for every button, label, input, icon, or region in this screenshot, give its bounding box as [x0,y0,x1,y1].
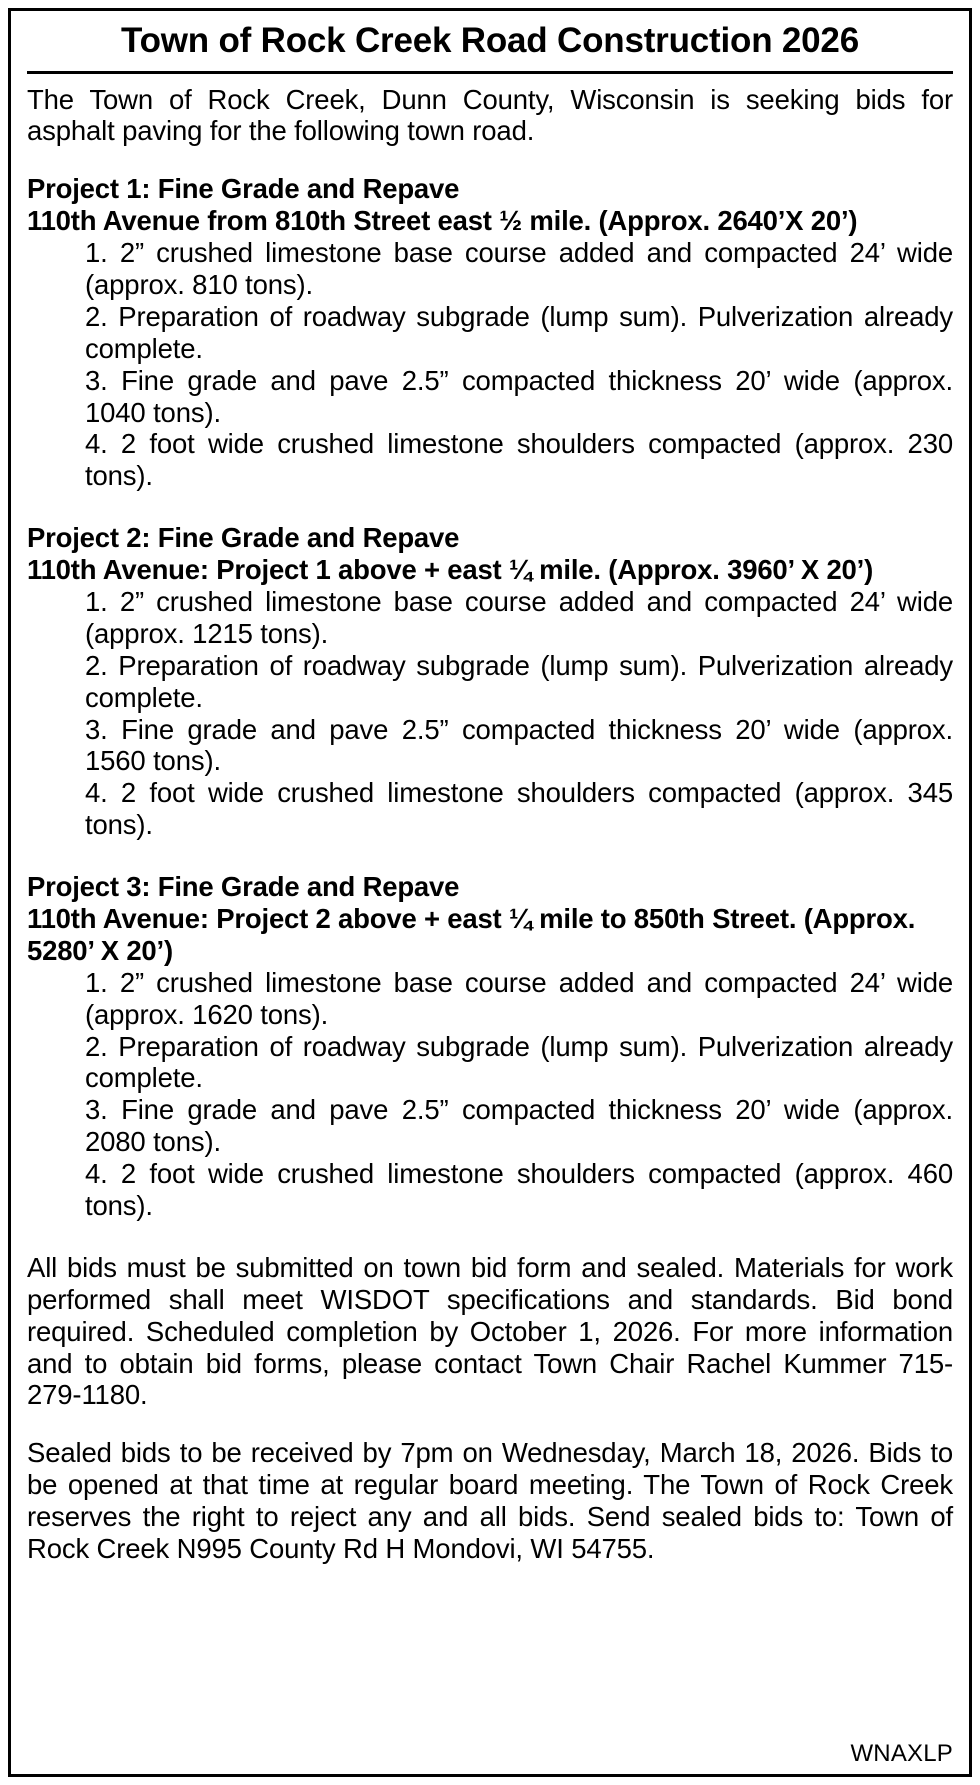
spacer [27,1565,953,1734]
project-1-items [27,237,953,492]
spacer [27,492,953,522]
list-item: 3. Fine grade and pave 2.5” compacted thickness 20’ wide (approx. 1560 tons). [85,713,953,777]
project-2-subheading: 110th Avenue: Project 1 above + east ¼ mile. (Approx. 3960’ X 20’) [27,554,874,586]
list-item: 1. 2” crushed limestone base course added and compacted 24’ wide (approx. 1215 tons). [85,585,953,649]
bid-requirements-paragraph: All bids must be submitted on town bid form and sealed. Materials for work performed shall meet WISDOT specifications and standards. Bid bond required. Scheduled completion by October 1, 2026. For more information and to obtain bid forms, please contact Town Chair Rachel Kummer 715-279-1180. [27,1251,953,1411]
project-1-subheading: 110th Avenue from 810th Street east ½ mile. (Approx. 2640’X 20’) [27,205,858,237]
list-item: 4. 2 foot wide crushed limestone shoulders compacted (approx. 345 tons). [85,777,953,841]
project-2-block [27,522,953,841]
list-item: 2. Preparation of roadway subgrade (lump sum). Pulverization already complete. [85,649,953,713]
project-2-heading: Project 2: Fine Grade and Repave [27,522,460,554]
list-item: 3. Fine grade and pave 2.5” compacted thickness 20’ wide (approx. 2080 tons). [85,1094,953,1158]
list-item: 4. 2 foot wide crushed limestone shoulders compacted (approx. 460 tons). [85,1158,953,1221]
project-3-heading: Project 3: Fine Grade and Repave [27,871,460,903]
spacer [27,147,953,173]
bid-submission-paragraph: Sealed bids to be received by 7pm on Wednesday, March 18, 2026. Bids to be opened at that time at regular board meeting. The Town of Rock Creek reserves the right to reject any and all bids. Send sealed bids to: Town of Rock Creek N995 County Rd H Mondovi, WI 54755. [27,1437,953,1565]
project-1-heading: Project 1: Fine Grade and Repave [27,173,460,205]
list-item: 4. 2 foot wide crushed limestone shoulders compacted (approx. 230 tons). [85,428,953,492]
list-item: 3. Fine grade and pave 2.5” compacted thickness 20’ wide (approx. 1040 tons). [85,364,953,428]
intro-paragraph: The Town of Rock Creek, Dunn County, Wisconsin is seeking bids for asphalt paving for the following town road. [27,83,953,147]
public-notice-box [8,8,972,1777]
spacer [27,1411,953,1437]
list-item: 2. Preparation of roadway subgrade (lump sum). Pulverization already complete. [85,1030,953,1094]
page-title: Town of Rock Creek Road Construction 2026 [121,21,859,60]
project-2-items [27,586,953,841]
legal-notice-code: WNAXLP [850,1740,953,1767]
list-item: 1. 2” crushed limestone base course added and compacted 24’ wide (approx. 1620 tons). [85,966,953,1030]
project-3-subheading: 110th Avenue: Project 2 above + east ¼ mile to 850th Street. (Approx. 5280’ X 20’) [27,902,916,966]
spacer [27,841,953,871]
project-3-block [27,871,953,1222]
project-1-block [27,173,953,492]
title-divider [27,71,953,74]
list-item: 2. Preparation of roadway subgrade (lump sum). Pulverization already complete. [85,300,953,364]
spacer [27,1222,953,1252]
list-item: 1. 2” crushed limestone base course added and compacted 24’ wide (approx. 810 tons). [85,237,953,300]
project-3-items [27,967,953,1222]
